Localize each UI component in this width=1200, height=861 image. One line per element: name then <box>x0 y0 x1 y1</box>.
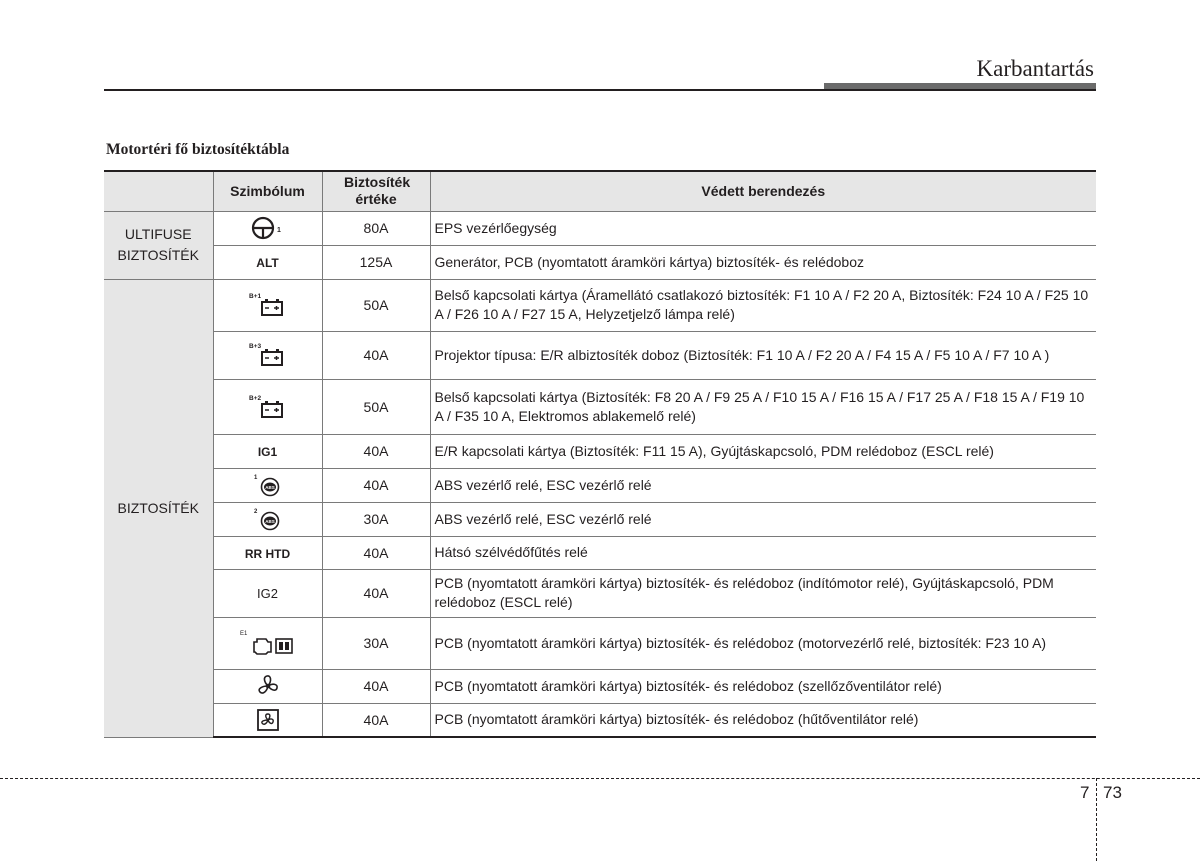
table-row <box>104 434 1096 468</box>
table-row <box>104 536 1096 569</box>
symbol-text: IG2 <box>257 586 278 601</box>
engine-ecu-icon <box>238 628 298 658</box>
value-cell: 40A <box>322 703 430 737</box>
header-protected-device: Védett berendezés <box>430 171 1096 211</box>
desc-cell: ABS vezérlő relé, ESC vezérlő relé <box>430 468 1096 502</box>
table-row <box>104 703 1096 737</box>
symbol-cell <box>213 617 322 669</box>
page-number: 73 <box>1103 783 1122 802</box>
value-cell: 40A <box>322 669 430 703</box>
table-row <box>104 379 1096 434</box>
desc-cell: Belső kapcsolati kártya (Biztosíték: F8 20 A / F9 25 A / F10 15 A / F16 15 A / F17 25 A / F18 15 A / F19 10 A / F35 10 A, Elektromos ablakemelő relé) <box>430 379 1096 434</box>
footer-dashed-rule <box>0 778 1200 779</box>
header-value: Biztosíték értéke <box>322 171 430 211</box>
symbol-cell <box>213 245 322 279</box>
table-row <box>104 669 1096 703</box>
symbol-sup: B+1 <box>248 293 261 300</box>
table-row <box>104 502 1096 536</box>
value-cell: 80A <box>322 211 430 245</box>
cooling-fan-icon <box>254 706 282 734</box>
symbol-cell <box>213 279 322 331</box>
value-cell: 30A <box>322 617 430 669</box>
desc-cell: PCB (nyomtatott áramköri kártya) biztosíték- és relédoboz (indítómotor relé), Gyújtáskapcsoló, PDM relédoboz (ESCL relé) <box>430 569 1096 617</box>
abs-icon <box>251 472 285 498</box>
chapter-number: 7 <box>1080 783 1090 802</box>
fuse-table <box>104 170 1096 738</box>
value-cell: 40A <box>322 569 430 617</box>
symbol-cell <box>213 502 322 536</box>
desc-cell: E/R kapcsolati kártya (Biztosíték: F11 15 A), Gyújtáskapcsoló, PDM relédoboz (ESCL relé) <box>430 434 1096 468</box>
section-title: Motortéri fő biztosítéktábla <box>106 141 290 158</box>
symbol-text: ALT <box>256 256 279 270</box>
header-empty <box>104 171 213 211</box>
symbol-sup: 1 <box>276 227 281 234</box>
header-rule <box>104 89 1096 91</box>
table-row <box>104 331 1096 379</box>
symbol-cell <box>213 331 322 379</box>
page-header-title: Karbantartás <box>976 56 1094 81</box>
value-cell: 40A <box>322 331 430 379</box>
value-cell: 40A <box>322 434 430 468</box>
symbol-cell <box>213 468 322 502</box>
group-label-fuse: BIZTOSÍTÉK <box>104 279 213 737</box>
desc-cell: Hátsó szélvédőfűtés relé <box>430 536 1096 569</box>
desc-cell: EPS vezérlőegység <box>430 211 1096 245</box>
symbol-cell <box>213 434 322 468</box>
table-row <box>104 468 1096 502</box>
symbol-sup: B+2 <box>248 394 261 402</box>
symbol-cell <box>213 669 322 703</box>
value-cell: 125A <box>322 245 430 279</box>
table-row <box>104 279 1096 331</box>
value-cell: 40A <box>322 468 430 502</box>
symbol-text: IG1 <box>257 445 278 459</box>
table-row <box>104 617 1096 669</box>
desc-cell: Generátor, PCB (nyomtatott áramköri kártya) biztosíték- és relédoboz <box>430 245 1096 279</box>
symbol-cell <box>213 379 322 434</box>
fan-icon <box>254 673 282 699</box>
battery-icon <box>246 392 290 422</box>
symbol-sup: 2 <box>253 509 257 515</box>
desc-cell: PCB (nyomtatott áramköri kártya) biztosíték- és relédoboz (hűtőventilátor relé) <box>430 703 1096 737</box>
group-label-ultifuse: ULTIFUSE BIZTOSÍTÉK <box>104 211 213 279</box>
symbol-text: RR HTD <box>244 546 291 561</box>
value-cell: 50A <box>322 379 430 434</box>
table-row <box>104 569 1096 617</box>
symbol-cell <box>213 569 322 617</box>
svg-text:ABS: ABS <box>264 519 275 524</box>
symbol-sup: E1 <box>239 631 247 637</box>
desc-cell: ABS vezérlő relé, ESC vezérlő relé <box>430 502 1096 536</box>
desc-cell: Belső kapcsolati kártya (Áramellátó csatlakozó biztosíték: F1 10 A / F2 20 A, Biztosíték: F24 10 A / F25 10 A / F26 10 A / F27 15 A, Helyzetjelző lámpa relé) <box>430 279 1096 331</box>
value-cell: 50A <box>322 279 430 331</box>
value-cell: 30A <box>322 502 430 536</box>
symbol-sup: 1 <box>253 475 257 481</box>
desc-cell: PCB (nyomtatott áramköri kártya) biztosíték- és relédoboz (motorvezérlő relé, biztosíték: F23 10 A) <box>430 617 1096 669</box>
desc-cell: Projektor típusa: E/R albiztosíték doboz (Biztosíték: F1 10 A / F2 20 A / F4 15 A / F5 10 A / F7 10 A ) <box>430 331 1096 379</box>
table-row <box>104 211 1096 245</box>
steering-wheel-icon <box>243 214 293 242</box>
value-cell: 40A <box>322 536 430 569</box>
header-symbol: Szimbólum <box>213 171 322 211</box>
battery-icon <box>246 290 290 320</box>
table-header-row <box>104 171 1096 211</box>
table-row <box>104 245 1096 279</box>
symbol-cell <box>213 211 322 245</box>
symbol-sup: B+3 <box>248 343 261 350</box>
symbol-cell <box>213 536 322 569</box>
abs-icon <box>251 506 285 532</box>
symbol-cell <box>213 703 322 737</box>
desc-cell: PCB (nyomtatott áramköri kártya) biztosíték- és relédoboz (szellőzőventilátor relé) <box>430 669 1096 703</box>
battery-icon <box>246 340 290 370</box>
footer-dashed-divider <box>1096 778 1097 861</box>
svg-text:ABS: ABS <box>264 485 275 490</box>
